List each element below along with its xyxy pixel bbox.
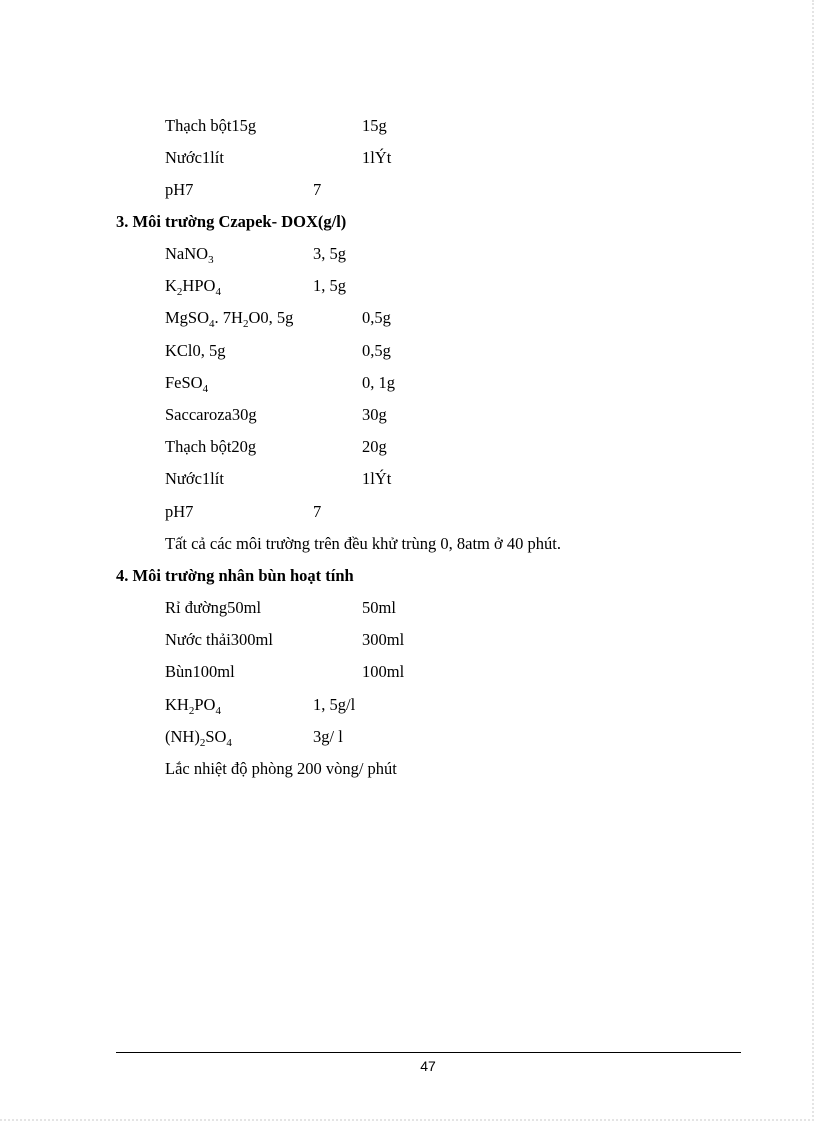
ingredient-amount: 30g [362, 405, 387, 424]
ingredient-amount: 3g/ l [313, 727, 343, 746]
ingredient-name: Nước thải300ml [165, 630, 273, 649]
ingredient-name: MgSO$_4$. $7H_2O0$, 5g [165, 308, 294, 330]
ingredient-amount: 1lÝt [362, 148, 392, 167]
page-number: 47 [420, 1058, 436, 1074]
ingredient-name: KCl0, 5g [165, 341, 226, 360]
ingredient-name: Rỉ đường50ml [165, 598, 262, 617]
ingredient-amount: 1, 5g/l [313, 695, 356, 714]
ingredient-amount: 300ml [362, 630, 405, 649]
ingredient-name: $KH_2PO_4$ [165, 695, 221, 717]
ingredient-name: $(NH)_2SO_4$ [165, 727, 232, 749]
ingredient-amount: 0,5g [362, 341, 391, 360]
ingredient-name: Bùn100ml [165, 662, 235, 681]
ingredient-amount: 0,5g [362, 308, 391, 327]
ingredient-name: Thạch bột15g [165, 116, 257, 135]
ingredient-name: Nước1lít [165, 148, 224, 167]
ingredient-amount: 100ml [362, 662, 405, 681]
section-heading: 4. Môi trường nhân bùn hoạt tính [116, 566, 354, 585]
ingredient-amount: 7 [313, 502, 322, 521]
shaking-note: Lắc nhiệt độ phòng 200 vòng/ phút [165, 759, 397, 778]
ingredient-amount: 15g [362, 116, 387, 135]
ingredient-amount: 1, 5g [313, 276, 346, 295]
footer-rule [116, 1052, 741, 1053]
ingredient-name: Nước1lít [165, 469, 224, 488]
sterilization-note: Tất cả các môi trường trên đều khử trùng 0, 8atm ở 40 phút. [165, 534, 561, 553]
ingredient-amount: 50ml [362, 598, 396, 617]
ingredient-name: Thạch bột20g [165, 437, 257, 456]
ingredient-name: Saccaroza30g [165, 405, 257, 424]
ingredient-name: FeSO$_4$ [165, 373, 209, 395]
section-heading: 3. Môi trường Czapek- DOX(g/l) [116, 212, 347, 231]
ingredient-name: pH7 [165, 180, 194, 199]
ingredient-name: pH7 [165, 502, 194, 521]
ingredient-amount: 1lÝt [362, 469, 392, 488]
ingredient-name: $K_2HPO_4$ [165, 276, 221, 298]
ingredient-amount: 20g [362, 437, 387, 456]
ingredient-amount: 3, 5g [313, 244, 346, 263]
ingredient-amount: 0, 1g [362, 373, 395, 392]
ingredient-amount: 7 [313, 180, 322, 199]
ingredient-name: NaNO$_3$ [165, 244, 214, 266]
